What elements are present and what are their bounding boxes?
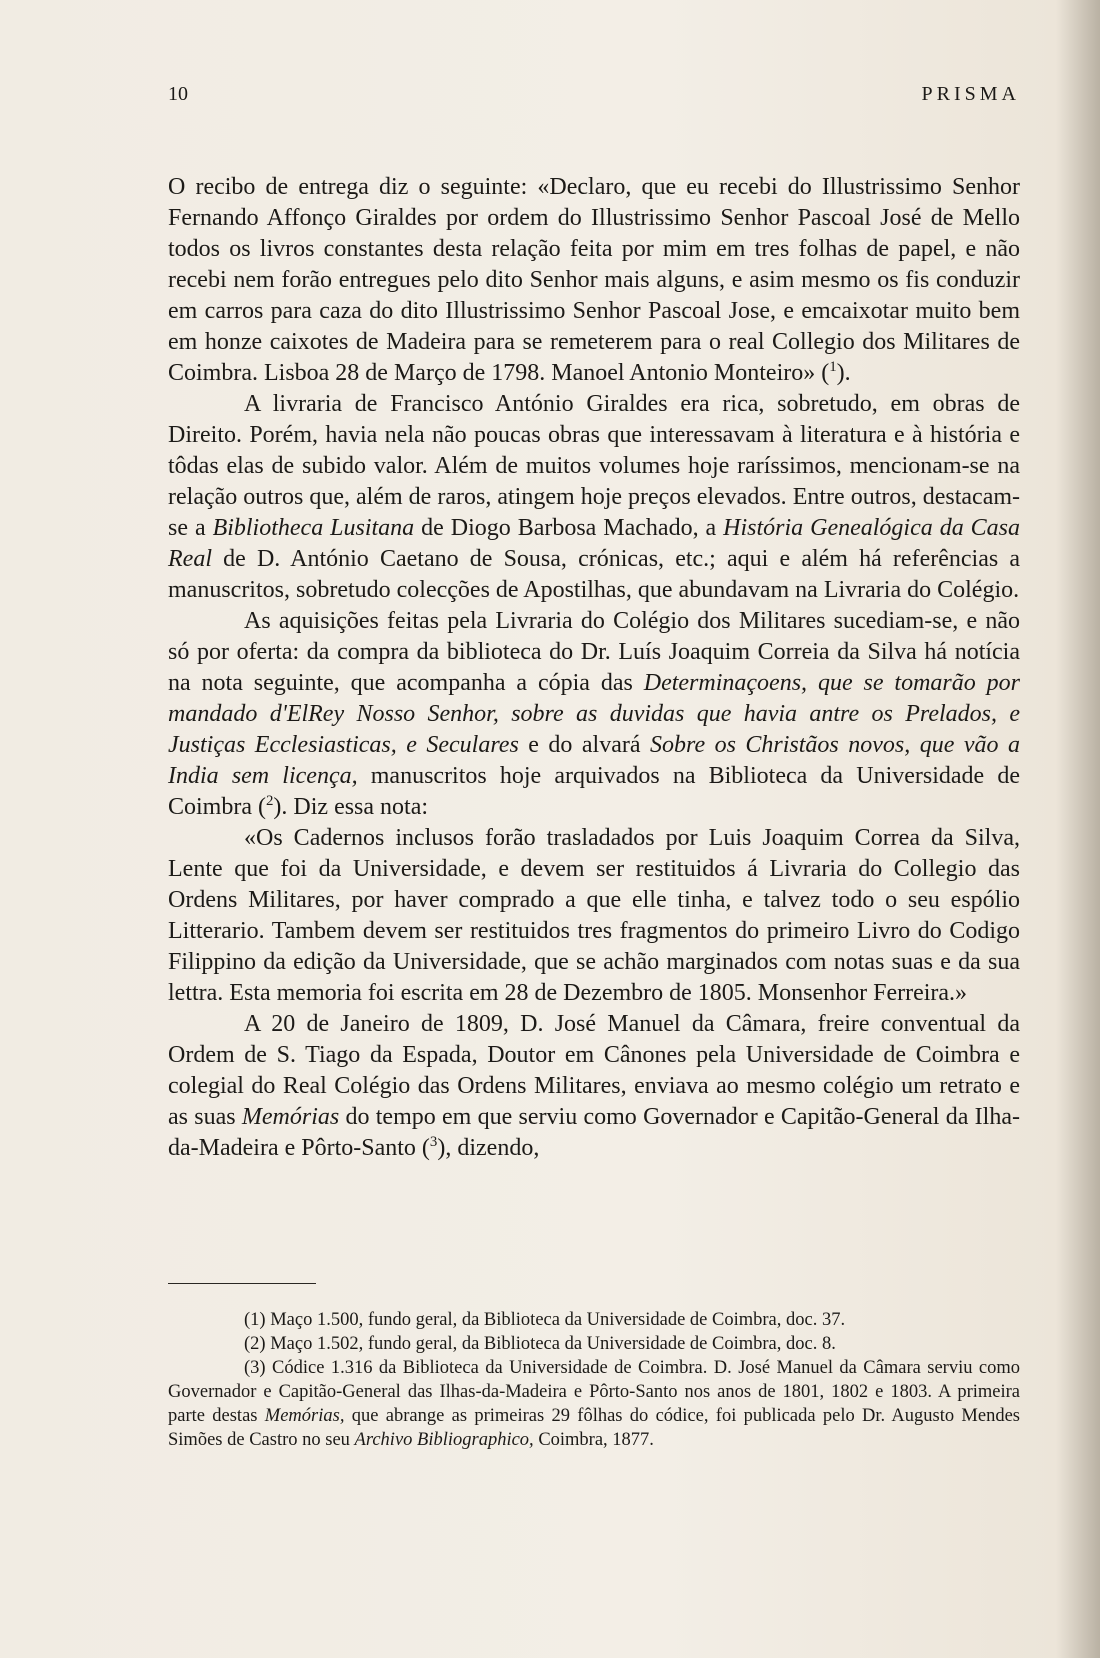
- footnote-3-title-memorias: Memórias,: [264, 1406, 345, 1426]
- paragraph-2-text-c: de D. António Caetano de Sousa, crónicas, etc.; aqui e além há referências a manuscritos, sobretudo colecções de Apostilhas, que abundavam na Livraria do Colégio.: [168, 546, 1020, 603]
- footnote-2-marker: (2): [244, 1334, 266, 1354]
- title-memorias: Memórias: [241, 1104, 340, 1130]
- paragraph-4-text: «Os Cadernos inclusos forão trasladados por Luis Joaquim Correa da Silva, Lente que foi da Universidade, e devem ser restituidos á Livraria do Collegio das Ordens Militares, por haver comprado a que elle tinha, e talvez todo o seu espólio Litterario. Tambem devem ser restituidos tres fragmentos do primeiro Livro do Codigo Filippino da edição da Universidade, que se achão marginados com notas suas e da sua lettra. Esta memoria foi escrita em 28 de Dezembro de 1805. Monsenhor Ferreira.»: [168, 825, 1020, 1006]
- paragraph-5-text-c: ), dizendo,: [437, 1135, 540, 1161]
- title-christaos-novos: Sobre os Christãos novos, que vão a India sem licença,: [168, 732, 1020, 789]
- note-ref-1: 1: [829, 359, 837, 375]
- footnote-3-text-b: que abrange as primeiras 29 fôlhas do códice, foi publicada pelo Dr. Augusto Mendes Simões de Castro no seu: [168, 1406, 1020, 1450]
- paragraph-2: [168, 389, 1020, 606]
- paragraph-1-text: O recibo de entrega diz o seguinte: «Declaro, que eu recebi do Illustrissimo Senhor Fernando Affonço Giraldes por ordem do Illustrissimo Senhor Pascoal José de Mello todos os livros constantes desta relação feita por mim em tres folhas de papel, e não recebi nem forão entregues pelo dito Senhor mais alguns, e asim mesmo os fis conduzir em carros para caza do dito Illustrissimo Senhor Pascoal Jose, e emcaixotar muito bem em honze caixotes de Madeira para se remeterem para o real Collegio dos Militares de Coimbra. Lisboa 28 de Março de 1798. Manoel Antonio Monteiro» (: [168, 174, 1020, 386]
- footnote-2-text: Maço 1.502, fundo geral, da Biblioteca da Universidade de Coimbra, doc. 8.: [265, 1334, 836, 1354]
- footnote-3: [168, 1356, 1020, 1452]
- title-bibliotheca-lusitana: Bibliotheca Lusitana: [212, 515, 415, 541]
- paragraph-1-tail: ).: [836, 360, 851, 386]
- paragraph-2-text-b: de Diogo Barbosa Machado, a: [414, 515, 724, 541]
- journal-title: PRISMA: [921, 83, 1020, 105]
- page-number: 10: [168, 83, 188, 105]
- paragraph-1: [168, 172, 1020, 389]
- paragraph-3-text-d: ). Diz essa nota:: [273, 794, 429, 820]
- title-historia-genealogica: História Genealógica da Casa Real: [168, 515, 1021, 572]
- note-ref-3: 3: [429, 1134, 438, 1150]
- footnote-3-marker: (3): [244, 1358, 266, 1378]
- paragraph-3: [168, 606, 1020, 823]
- paragraph-3-text-b: e do alvará: [518, 732, 650, 758]
- footnote-3-text-a: Códice 1.316 da Biblioteca da Universidade de Coimbra. D. José Manuel da Câmara serviu como Governador e Capitão-General das Ilhas-da-Madeira e Pôrto-Santo nos anos de 1801, 1802 e 1803. A primeira parte destas: [168, 1358, 1020, 1426]
- footnote-1: [168, 1308, 1020, 1332]
- footnotes: [168, 1308, 1020, 1452]
- note-ref-2: 2: [265, 793, 274, 809]
- body-text: [168, 172, 1020, 1164]
- paragraph-3-text-a: As aquisições feitas pela Livraria do Colégio dos Militares sucediam-se, e não só por oferta: da compra da biblioteca do Dr. Luís Joaquim Correia da Silva há notícia na nota seguinte, que acompanha a cópia das: [168, 608, 1020, 696]
- paragraph-3-text-c: manuscritos hoje arquivados na Biblioteca da Universidade de Coimbra (: [168, 763, 1020, 820]
- title-determinacoens: Determinaçoens, que se tomarão por mandado d'ElRey Nosso Senhor, sobre as duvidas que havia antre os Prelados, e Justiças Ecclesiasticas, e Seculares: [168, 670, 1020, 758]
- footnote-1-marker: (1): [244, 1310, 266, 1330]
- paragraph-5: [168, 1009, 1020, 1164]
- paragraph-4-quote: [168, 823, 1020, 1009]
- footnote-3-title-archivo: Archivo Bibliographico,: [354, 1430, 534, 1450]
- paragraph-2-text-a: A livraria de Francisco António Giraldes era rica, sobretudo, em obras de Direito. Porém, havia nela não poucas obras que interessavam à literatura e à história e tôdas elas de subido valor. Além de muitos volumes hoje raríssimos, mencionam-se na relação outros que, além de raros, atingem hoje preços elevados. Entre outros, destacam-se a: [168, 391, 1020, 541]
- footnote-divider: [168, 1283, 316, 1284]
- paragraph-5-text-b: do tempo em que serviu como Governador e Capitão-General da Ilha-da-Madeira e Pôrto-Santo (: [168, 1104, 1020, 1161]
- footnote-1-text: Maço 1.500, fundo geral, da Biblioteca da Universidade de Coimbra, doc. 37.: [265, 1310, 846, 1330]
- paragraph-5-text-a: A 20 de Janeiro de 1809, D. José Manuel da Câmara, freire conventual da Ordem de S. Tiago da Espada, Doutor em Cânones pela Universidade de Coimbra e colegial do Real Colégio das Ordens Militares, enviava ao mesmo colégio um retrato e as suas: [168, 1011, 1020, 1130]
- footnote-2: [168, 1332, 1020, 1356]
- footnote-3-text-c: Coimbra, 1877.: [533, 1430, 654, 1450]
